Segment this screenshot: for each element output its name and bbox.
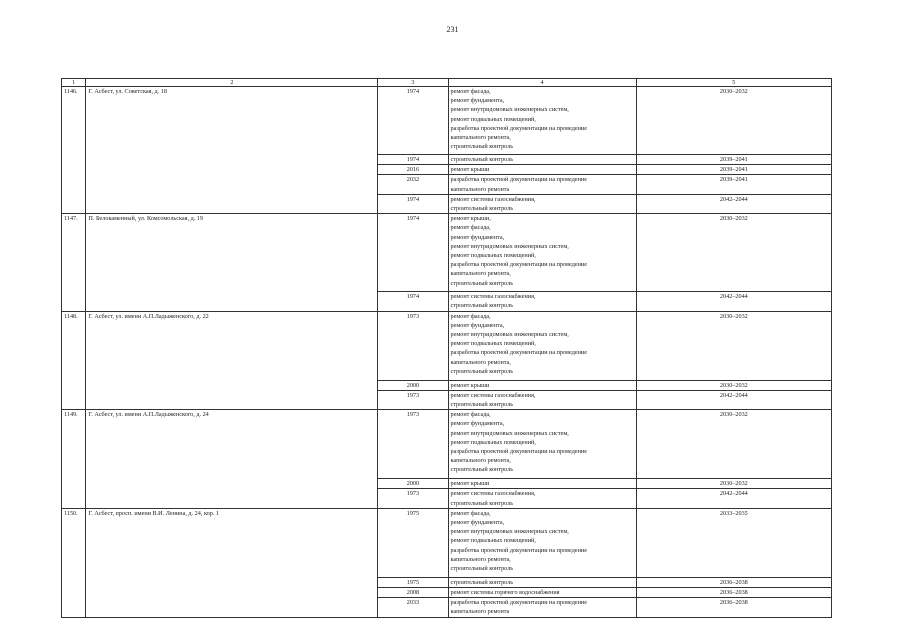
period-cell: 2042–2044	[636, 194, 831, 213]
work-item: ремонт фундамента,	[450, 97, 505, 105]
work-item: капитального ремонта	[450, 185, 510, 193]
row-number: 1148.	[62, 311, 86, 410]
work-item: ремонт фундамента,	[450, 321, 505, 329]
work-item: ремонт подвальных помещений,	[450, 115, 536, 123]
period-cell: 2030–2032	[636, 380, 831, 390]
year-cell: 2000	[378, 380, 448, 390]
work-item: строительный контроль	[450, 565, 514, 573]
work-item: разработка проектной документации на проведение	[450, 176, 587, 184]
work-item: разработка проектной документации на проведение	[450, 261, 587, 269]
works-cell	[448, 175, 636, 194]
year-cell: 2033	[378, 598, 448, 617]
period-cell: 2039–2041	[636, 155, 831, 165]
work-item: ремонт внутридомовых инженерных систем,	[450, 331, 569, 339]
work-item: ремонт крыши	[450, 381, 490, 389]
work-item: капитального ремонта,	[450, 457, 511, 465]
work-item: ремонт фасада,	[450, 509, 491, 517]
year-cell: 2016	[378, 165, 448, 175]
row-number: 1147.	[62, 214, 86, 311]
work-item: разработка проектной документации на проведение	[450, 124, 587, 132]
address-cell: Г. Асбест, ул. Советская, д. 18	[86, 87, 378, 214]
works-cell	[448, 292, 636, 311]
period-cell: 2030–2032	[636, 410, 831, 479]
work-item: ремонт системы газоснабжения,	[450, 195, 536, 203]
year-cell: 1973	[378, 390, 448, 409]
work-item: ремонт фундамента,	[450, 233, 505, 241]
work-item: ремонт фундамента,	[450, 519, 505, 527]
work-item: ремонт подвальных помещений,	[450, 537, 536, 545]
work-item: ремонт системы газоснабжения,	[450, 490, 536, 498]
works-cell	[448, 489, 636, 508]
header-cell: 3	[378, 79, 448, 87]
row-number: 1150.	[62, 508, 86, 617]
year-cell: 1974	[378, 194, 448, 213]
work-item: ремонт системы газоснабжения,	[450, 391, 536, 399]
address-cell: Г. Асбест, ул. имени А.П.Ладыженского, д. 22	[86, 311, 378, 410]
works-cell	[448, 155, 636, 165]
work-item: капитального ремонта,	[450, 270, 511, 278]
year-cell: 2008	[378, 588, 448, 598]
period-cell: 2030–2032	[636, 479, 831, 489]
period-cell: 2036–2038	[636, 577, 831, 587]
year-cell: 1973	[378, 410, 448, 479]
period-cell: 2039–2041	[636, 165, 831, 175]
year-cell: 2000	[378, 479, 448, 489]
work-item: капитального ремонта,	[450, 134, 511, 142]
work-item: разработка проектной документации на проведение	[450, 599, 587, 607]
works-cell	[448, 87, 636, 155]
works-cell	[448, 165, 636, 175]
work-item: ремонт подвальных помещений,	[450, 438, 536, 446]
period-cell: 2030–2032	[636, 87, 831, 155]
work-item: строительный контроль	[450, 205, 514, 213]
period-cell: 2036–2038	[636, 598, 831, 617]
work-item: ремонт крыши	[450, 166, 490, 174]
work-item: ремонт фасада,	[450, 88, 491, 95]
year-cell: 1974	[378, 214, 448, 292]
works-cell	[448, 311, 636, 380]
table-row	[62, 214, 832, 292]
work-item: строительный контроль	[450, 499, 514, 507]
address-cell: Г. Асбест, ул. имени А.П.Ладыженского, д. 24	[86, 410, 378, 509]
work-item: строительный контроль	[450, 367, 514, 375]
work-item: ремонт внутридомовых инженерных систем,	[450, 528, 569, 536]
work-item: строительный контроль	[450, 302, 514, 310]
page-number: 231	[446, 25, 459, 34]
year-cell: 2032	[378, 175, 448, 194]
work-item: ремонт фасада,	[450, 411, 491, 419]
work-item: строительный контроль	[450, 156, 514, 163]
work-item: ремонт фундамента,	[450, 420, 505, 428]
period-cell: 2042–2044	[636, 292, 831, 311]
works-cell	[448, 214, 636, 292]
work-item: ремонт системы горячего водоснабжения	[450, 589, 560, 597]
period-cell: 2030–2032	[636, 214, 831, 292]
work-item: ремонт фасада,	[450, 312, 491, 320]
works-cell	[448, 194, 636, 213]
work-item: ремонт внутридомовых инженерных систем,	[450, 106, 569, 114]
period-cell: 2042–2044	[636, 390, 831, 409]
table-row	[62, 508, 832, 577]
works-cell	[448, 577, 636, 587]
work-item: строительный контроль	[450, 578, 514, 586]
header-cell: 4	[448, 79, 636, 87]
work-item: разработка проектной документации на проведение	[450, 546, 587, 554]
year-cell: 1973	[378, 489, 448, 508]
row-number: 1146.	[62, 87, 86, 214]
header-cell: 2	[86, 79, 378, 87]
table-row	[62, 87, 832, 155]
work-item: строительный контроль	[450, 143, 514, 151]
repair-schedule-table	[61, 78, 832, 618]
work-item: капитального ремонта,	[450, 358, 511, 366]
header-row	[62, 79, 832, 87]
period-cell: 2039–2041	[636, 175, 831, 194]
header-cell: 1	[62, 79, 86, 87]
header-cell: 5	[636, 79, 831, 87]
work-item: разработка проектной документации на проведение	[450, 349, 587, 357]
works-cell	[448, 508, 636, 577]
address-cell: Г. Асбест, просп. имени В.И. Ленина, д. 24, кор. 1	[86, 508, 378, 617]
work-item: ремонт крыши	[450, 480, 490, 488]
year-cell: 1974	[378, 292, 448, 311]
work-item: строительный контроль	[450, 401, 514, 409]
work-item: ремонт системы газоснабжения,	[450, 293, 536, 301]
works-cell	[448, 588, 636, 598]
works-cell	[448, 380, 636, 390]
work-item: ремонт внутридомовых инженерных систем,	[450, 242, 569, 250]
works-cell	[448, 410, 636, 479]
table-row	[62, 410, 832, 479]
work-item: ремонт внутридомовых инженерных систем,	[450, 429, 569, 437]
work-item: разработка проектной документации на проведение	[450, 448, 587, 456]
year-cell: 1975	[378, 577, 448, 587]
works-cell	[448, 598, 636, 617]
work-item: ремонт крыши,	[450, 215, 491, 223]
work-item: капитального ремонта	[450, 608, 510, 616]
period-cell: 2033–2035	[636, 508, 831, 577]
works-cell	[448, 479, 636, 489]
work-item: ремонт фасада,	[450, 224, 491, 232]
table-row	[62, 311, 832, 380]
period-cell: 2030–2032	[636, 311, 831, 380]
work-item: капитального ремонта,	[450, 555, 511, 563]
year-cell: 1973	[378, 311, 448, 380]
period-cell: 2042–2044	[636, 489, 831, 508]
work-item: ремонт подвальных помещений,	[450, 340, 536, 348]
works-cell	[448, 390, 636, 409]
period-cell: 2036–2038	[636, 588, 831, 598]
year-cell: 1975	[378, 508, 448, 577]
work-item: ремонт подвальных помещений,	[450, 252, 536, 260]
year-cell: 1974	[378, 155, 448, 165]
address-cell: П. Белокаменный, ул. Комсомольская, д. 19	[86, 214, 378, 311]
work-item: строительный контроль	[450, 466, 514, 474]
row-number: 1149.	[62, 410, 86, 509]
work-item: строительный контроль	[450, 279, 514, 287]
year-cell: 1974	[378, 87, 448, 155]
